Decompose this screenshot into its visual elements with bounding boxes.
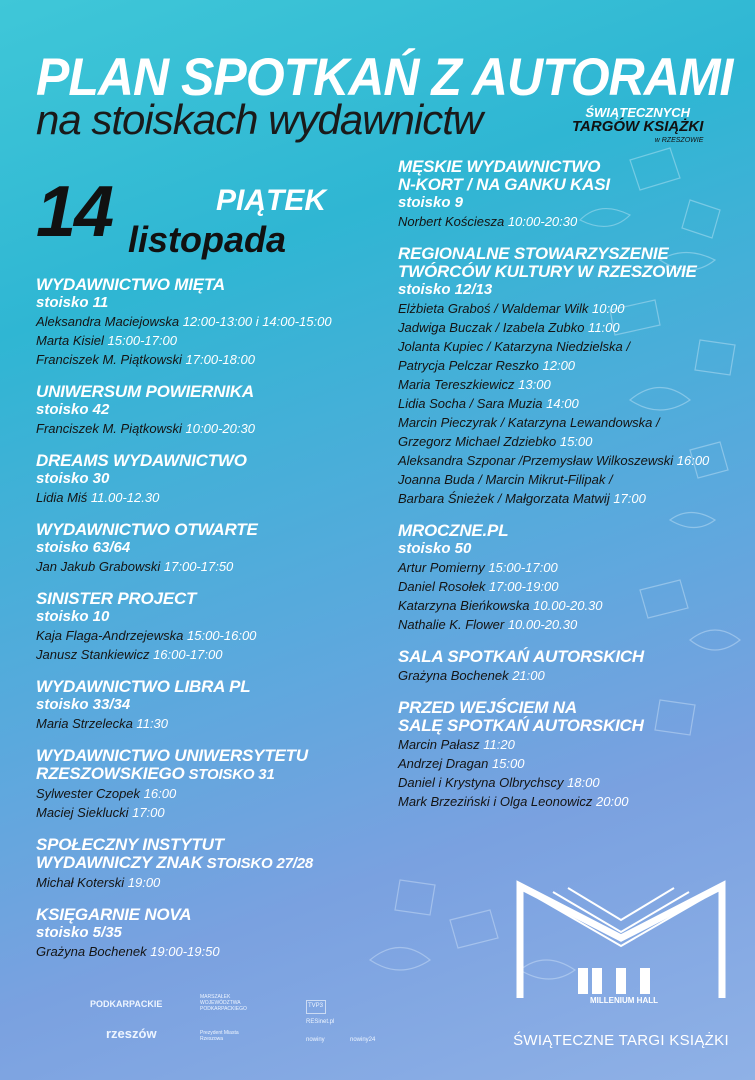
publisher-name-cont: WYDAWNICZY ZNAK STOISKO 27/28	[36, 853, 313, 872]
publisher-name: DREAMS WYDAWNICTWO	[36, 451, 247, 470]
author-name: Katarzyna Bieńkowska	[398, 598, 530, 613]
meeting-time: 10.00-20.30	[529, 598, 603, 613]
fair-name	[572, 106, 703, 148]
fair-name-line2: TARGÓW KSIĄŻKI	[572, 118, 704, 135]
author-name: Jadwiga Buczak / Izabela Zubko	[398, 320, 585, 335]
publisher-name-cont: N-KORT / NA GANKU KASI	[398, 175, 610, 194]
author-entry	[36, 557, 376, 576]
meeting-time: 17:00	[128, 805, 165, 820]
meeting-time: 10:00	[588, 301, 625, 316]
meeting-time: 15:00-17:00	[103, 333, 177, 348]
author-name: Maria Strzelecka	[36, 716, 133, 731]
author-name: Maciej Sieklucki	[36, 805, 129, 820]
publisher-block	[36, 383, 376, 438]
author-entry	[398, 666, 743, 685]
publisher-name: SALA SPOTKAŃ AUTORSKICH	[398, 647, 645, 666]
publisher-name: MĘSKIE WYDAWNICTWO	[398, 157, 601, 176]
publisher-block	[36, 747, 376, 822]
stand-number: stoisko 12/13	[398, 281, 493, 298]
partner-podkarpackie: PODKARPACKIE	[90, 999, 163, 1009]
fair-name-line1: ŚWIĄTECZNYCH	[585, 105, 691, 120]
author-name: Barbara Śnieżek / Małgorzata Matwij	[398, 491, 610, 506]
author-name: Aleksandra Maciejowska	[36, 314, 180, 329]
fair-name-line3: w RZESZOWIE	[654, 137, 704, 144]
author-name: Daniel i Krystyna Olbrychscy	[398, 775, 564, 790]
publisher-name: WYDAWNICTWO UNIWERSYTETU	[36, 746, 308, 765]
stand-number: stoisko 11	[36, 294, 109, 311]
publisher-block	[36, 521, 376, 576]
author-entry	[398, 489, 743, 508]
stand-number: stoisko 50	[398, 540, 472, 557]
meeting-time: 17:00-17:50	[160, 559, 234, 574]
publisher-name: SINISTER PROJECT	[36, 589, 197, 608]
author-name: Jan Jakub Grabowski	[36, 559, 161, 574]
publisher-name: PRZED WEJŚCIEM NA	[398, 698, 577, 717]
author-entry	[398, 470, 743, 489]
meeting-time: 17:00-19:00	[485, 579, 559, 594]
author-entry	[36, 784, 376, 803]
author-name: Michał Koterski	[36, 875, 125, 890]
author-name: Elżbieta Graboś / Waldemar Wilk	[398, 301, 589, 316]
meeting-time: 11:20	[479, 737, 515, 752]
publisher-block	[36, 906, 376, 961]
meeting-time: 11:00	[584, 320, 620, 335]
author-name: Franciszek M. Piątkowski	[36, 352, 182, 367]
author-entry	[398, 318, 743, 337]
author-name: Lidia Miś	[36, 490, 88, 505]
meeting-time: 19:00	[124, 875, 161, 890]
author-name: Joanna Buda / Marcin Mikrut-Filipak /	[398, 472, 613, 487]
author-name: Jolanta Kupiec / Katarzyna Niedzielska /	[398, 339, 630, 354]
meeting-time: 15:00-17:00	[484, 560, 558, 575]
stand-number: STOISKO 31	[184, 766, 275, 783]
publisher-block	[36, 836, 376, 892]
meeting-time: 10.00-20.30	[504, 617, 578, 632]
meeting-time: 11:30	[132, 716, 168, 731]
author-name: Lidia Socha / Sara Muzia	[398, 396, 543, 411]
partner-resinet: RESinet.pl	[306, 1019, 335, 1025]
publisher-block	[398, 158, 743, 231]
publisher-name-cont: RZESZOWSKIEGO STOISKO 31	[36, 764, 275, 783]
stand-number: stoisko 63/64	[36, 539, 131, 556]
author-entry	[398, 356, 743, 375]
author-name: Andrzej Dragan	[398, 756, 489, 771]
author-entry	[398, 558, 743, 577]
publisher-block	[36, 678, 376, 733]
meeting-time: 15:00	[488, 756, 525, 771]
publisher-name: MROCZNE.PL	[398, 521, 509, 540]
millenium-hall-logo	[508, 868, 734, 1049]
meeting-time: 16:00	[140, 786, 177, 801]
partner-nowiny: nowiny	[306, 1037, 325, 1043]
publisher-block	[36, 452, 376, 507]
publisher-name: WYDAWNICTWO OTWARTE	[36, 520, 258, 539]
author-entry	[36, 488, 376, 507]
author-name: Mark Brzeziński i Olga Leonowicz	[398, 794, 593, 809]
publisher-name: REGIONALNE STOWARZYSZENIE	[398, 244, 669, 263]
author-entry	[36, 714, 376, 733]
stand-number: stoisko 10	[36, 608, 110, 625]
author-entry	[36, 626, 376, 645]
publisher-block	[398, 522, 743, 634]
poster-title: PLAN SPOTKAŃ Z AUTORAMI	[36, 47, 733, 107]
author-entry	[398, 299, 743, 318]
author-name: Marta Kisiel	[36, 333, 104, 348]
stand-number: stoisko 33/34	[36, 696, 131, 713]
publisher-name: WYDAWNICTWO MIĘTA	[36, 275, 225, 294]
stand-number: stoisko 30	[36, 470, 110, 487]
partner-nowiny24: nowiny24	[350, 1037, 376, 1043]
author-name: Patrycja Pelczar Reszko	[398, 358, 539, 373]
meeting-time: 20:00	[592, 794, 629, 809]
author-name: Franciszek M. Piątkowski	[36, 421, 182, 436]
author-entry	[36, 942, 376, 961]
stand-number: stoisko 9	[398, 194, 464, 211]
meeting-time: 15:00-16:00	[183, 628, 257, 643]
meeting-time: 19:00-19:50	[146, 944, 220, 959]
partner-prezydent: Prezydent Miasta Rzeszowa	[200, 1030, 239, 1042]
author-entry	[398, 773, 743, 792]
meeting-time: 10:00-20:30	[504, 214, 578, 229]
author-entry	[398, 451, 743, 470]
author-name: Sylwester Czopek	[36, 786, 141, 801]
author-name: Grzegorz Michael Zdziebko	[398, 434, 557, 449]
author-name: Aleksandra Szponar /Przemysław Wilkoszewski	[398, 453, 674, 468]
date-day: 14	[36, 172, 113, 252]
author-entry	[36, 645, 376, 664]
author-entry	[398, 337, 743, 356]
meeting-time: 10:00-20:30	[181, 421, 255, 436]
logo-venue-name: MILLENIUM HALL	[590, 996, 658, 1005]
partner-marszalek: MARSZAŁEK WOJEWÓDZTWA PODKARPACKIEGO	[200, 994, 247, 1012]
author-entry	[36, 312, 376, 331]
author-name: Norbert Kościesza	[398, 214, 505, 229]
publisher-block	[398, 699, 743, 811]
author-entry	[36, 419, 376, 438]
publisher-name: KSIĘGARNIE NOVA	[36, 905, 192, 924]
publisher-block	[36, 590, 376, 664]
author-entry	[36, 350, 376, 369]
meeting-time: 15:00	[556, 434, 593, 449]
publisher-name: UNIWERSUM POWIERNIKA	[36, 382, 254, 401]
partner-tvp3: TVP3	[308, 1003, 324, 1009]
meeting-time: 17:00-18:00	[181, 352, 255, 367]
author-name: Kaja Flaga-Andrzejewska	[36, 628, 184, 643]
author-entry	[36, 873, 376, 892]
logo-event-name: ŚWIĄTECZNE TARGI KSIĄŻKI	[513, 1032, 729, 1049]
publisher-name: WYDAWNICTWO LIBRA PL	[36, 677, 251, 696]
meeting-time: 16:00-17:00	[149, 647, 223, 662]
author-name: Daniel Rosołek	[398, 579, 486, 594]
stand-number: STOISKO 27/28	[202, 855, 313, 872]
author-name: Grażyna Bochenek	[398, 668, 509, 683]
author-name: Grażyna Bochenek	[36, 944, 147, 959]
meeting-time: 13:00	[514, 377, 551, 392]
author-entry	[398, 754, 743, 773]
author-name: Nathalie K. Flower	[398, 617, 505, 632]
meeting-time: 16:00	[673, 453, 710, 468]
partner-logos	[70, 990, 470, 1060]
meeting-time: 21:00	[508, 668, 545, 683]
author-entry	[398, 394, 743, 413]
author-entry	[398, 413, 743, 432]
author-entry	[398, 615, 743, 634]
author-name: Maria Tereszkiewicz	[398, 377, 515, 392]
author-name: Artur Pomierny	[398, 560, 485, 575]
author-entry	[398, 212, 743, 231]
publisher-block	[398, 245, 743, 508]
stand-number: stoisko 42	[36, 401, 110, 418]
meeting-time: 12:00	[538, 358, 576, 373]
poster-subtitle: na stoiskach wydawnictw	[36, 96, 483, 143]
publisher-name-cont: SALĘ SPOTKAŃ AUTORSKICH	[398, 716, 644, 735]
publisher-name: SPOŁECZNY INSTYTUT	[36, 835, 224, 854]
author-name: Marcin Pałasz	[398, 737, 480, 752]
meeting-time: 18:00	[563, 775, 600, 790]
meeting-time: 11.00-12.30	[87, 490, 160, 505]
stand-number: stoisko 5/35	[36, 924, 122, 941]
schedule-right-column	[398, 158, 743, 825]
author-entry	[398, 735, 743, 754]
author-entry	[398, 432, 743, 451]
author-name: Marcin Pieczyrak / Katarzyna Lewandowska /	[398, 415, 660, 430]
date-weekday: PIĄTEK	[216, 184, 327, 217]
publisher-block	[36, 276, 376, 369]
author-entry	[398, 596, 743, 615]
partner-rzeszow: rzeszów	[106, 1026, 157, 1041]
author-entry	[398, 577, 743, 596]
meeting-time: 12:00-13:00 i 14:00-15:00	[179, 314, 332, 329]
meeting-time: 17:00	[609, 491, 646, 506]
author-name: Janusz Stankiewicz	[36, 647, 150, 662]
author-entry	[36, 331, 376, 350]
author-entry	[398, 792, 743, 811]
meeting-time: 14:00	[542, 396, 579, 411]
publisher-block	[398, 648, 743, 685]
date-month: listopada	[128, 219, 287, 260]
author-entry	[398, 375, 743, 394]
schedule-left-column	[36, 276, 376, 975]
publisher-name-cont: TWÓRCÓW KULTURY W RZESZOWIE	[398, 262, 697, 281]
author-entry	[36, 803, 376, 822]
